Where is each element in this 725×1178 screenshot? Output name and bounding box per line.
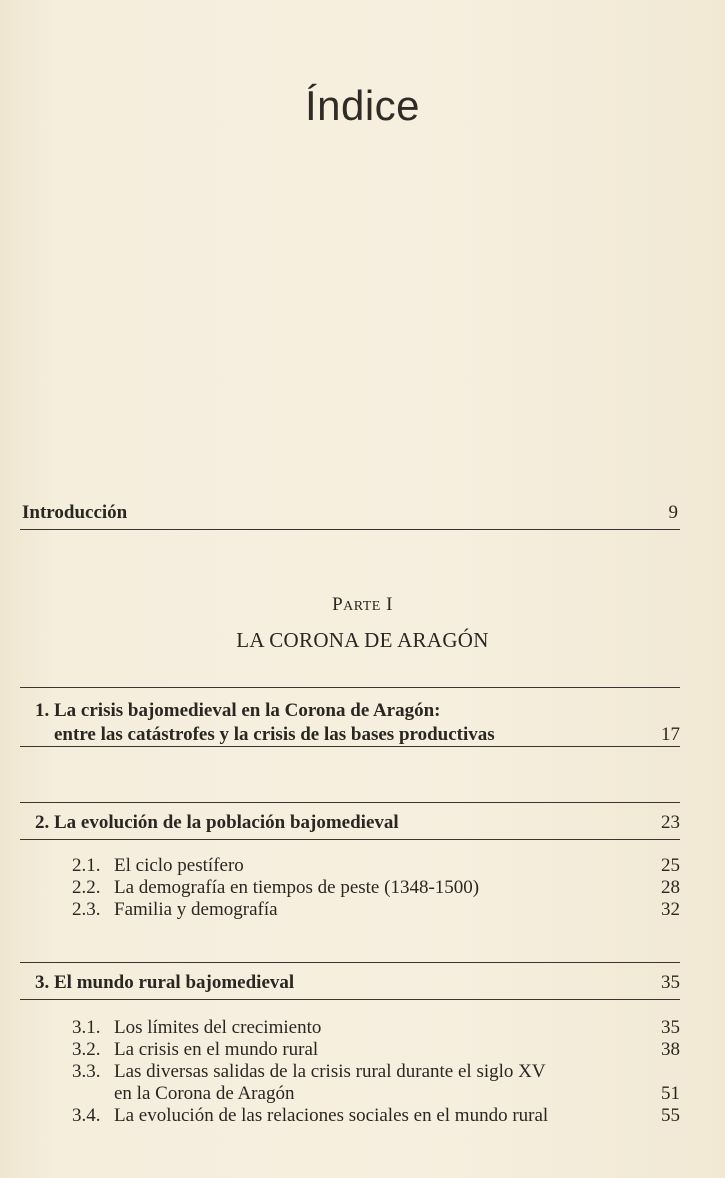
toc-subsection[interactable] [72, 1061, 680, 1083]
part-title: LA CORONA DE ARAGÓN [236, 628, 489, 652]
subsection-page: 32 [661, 899, 680, 920]
part-label-numeral: I [380, 594, 393, 615]
subsection-page: 55 [661, 1105, 680, 1126]
part-label-rest: ARTE [343, 599, 381, 614]
toc-entry-page: 9 [668, 502, 678, 523]
toc-entry-label: Introducción [22, 502, 128, 523]
divider [20, 746, 680, 747]
divider [20, 839, 680, 840]
chapter-page: 35 [661, 972, 680, 993]
subsection-number: 2.1. [72, 855, 101, 876]
toc-subsections-ch3 [72, 1017, 680, 1127]
toc-chapter-1[interactable] [35, 699, 680, 747]
subsection-number: 3.4. [72, 1105, 101, 1126]
chapter-title: 2. La evolución de la población bajomedieval [35, 812, 399, 833]
page-title: Índice [304, 82, 421, 129]
chapter-title-line: entre las catástrofes y la crisis de las bases productivas [54, 724, 495, 745]
chapter-title-line: 1. La crisis bajomedieval en la Corona de Aragón: [35, 700, 441, 721]
divider [20, 962, 680, 963]
subsection-page: 51 [661, 1083, 680, 1104]
chapter-title: 3. El mundo rural bajomedieval [35, 972, 295, 993]
toc-subsection-continuation[interactable] [72, 1083, 680, 1105]
subsection-page: 28 [661, 877, 680, 898]
divider [20, 687, 680, 688]
subsection-title: La evolución de las relaciones sociales en el mundo rural [114, 1105, 549, 1126]
subsection-number: 3.2. [72, 1039, 101, 1060]
toc-subsection[interactable] [72, 1105, 680, 1127]
toc-chapter-2[interactable] [35, 811, 680, 835]
subsection-number: 2.2. [72, 877, 101, 898]
toc-entry-intro[interactable] [22, 502, 678, 524]
toc-subsection[interactable] [72, 877, 680, 899]
toc-subsections-ch2 [72, 855, 680, 921]
divider [20, 529, 680, 530]
toc-subsection[interactable] [72, 1017, 680, 1039]
part-label [0, 594, 725, 616]
part-label-initial: P [332, 594, 344, 615]
subsection-title: en la Corona de Aragón [114, 1083, 295, 1104]
subsection-page: 38 [661, 1039, 680, 1060]
subsection-title: El ciclo pestífero [114, 855, 244, 876]
subsection-page: 35 [661, 1017, 680, 1038]
toc-subsection[interactable] [72, 1039, 680, 1061]
toc-chapter-3[interactable] [35, 971, 680, 995]
toc-subsection[interactable] [72, 899, 680, 921]
subsection-title: La demografía en tiempos de peste (1348-1500) [114, 877, 480, 898]
subsection-title: Los límites del crecimiento [114, 1017, 322, 1038]
chapter-page: 23 [661, 812, 680, 833]
toc-subsection[interactable] [72, 855, 680, 877]
subsection-title: La crisis en el mundo rural [114, 1039, 319, 1060]
subsection-title: Las diversas salidas de la crisis rural durante el siglo XV [114, 1061, 546, 1082]
subsection-number: 3.3. [72, 1061, 101, 1082]
subsection-number: 3.1. [72, 1017, 101, 1038]
divider [20, 999, 680, 1000]
divider [20, 802, 680, 803]
subsection-page: 25 [661, 855, 680, 876]
chapter-page: 17 [661, 724, 680, 745]
subsection-title: Familia y demografía [114, 899, 278, 920]
subsection-number: 2.3. [72, 899, 101, 920]
